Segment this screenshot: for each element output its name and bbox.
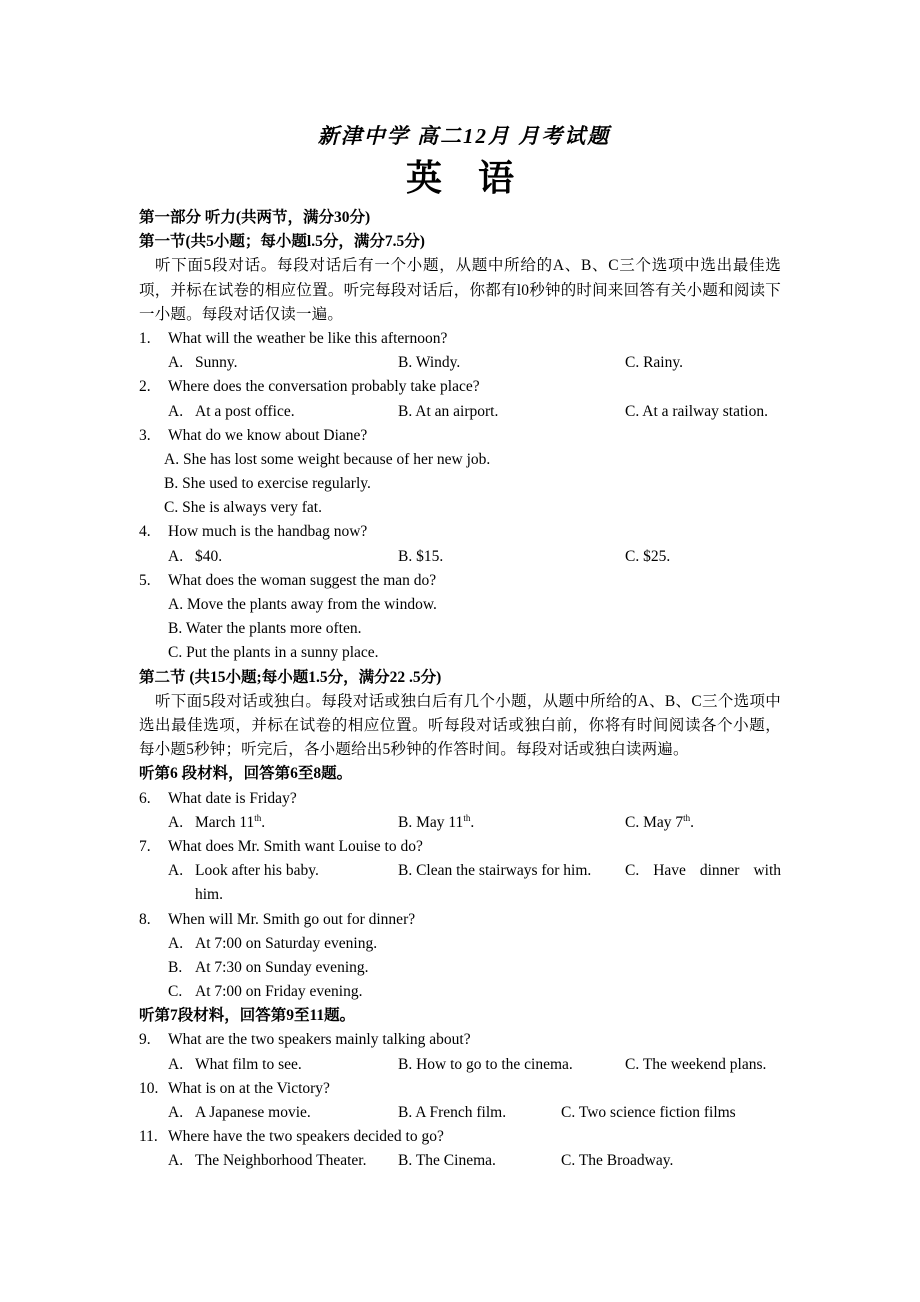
section2-title: 第二节 (共15小题;每小题1.5分，满分22 .5分) [139,668,442,686]
question-number: 8. [139,910,151,928]
question-number: 9. [139,1031,151,1049]
question-number: 4. [139,523,151,541]
question-number: 7. [139,837,151,855]
question-5 [139,569,781,593]
option-a[interactable]: A. Sunny. [168,354,238,372]
question-text: How much is the handbag now? [168,523,368,541]
option-a[interactable]: A. $40. [168,547,223,565]
option-b[interactable]: B. $15. [398,547,444,565]
material7-heading: 听第7段材料，回答第9至11题。 [139,1007,356,1025]
subject-char-2: 语 [478,158,515,198]
option-b[interactable]: B. The Cinema. [398,1152,496,1170]
option-a[interactable]: A. Look after his baby. [168,862,319,880]
question-number: 5. [139,571,151,589]
option-a[interactable]: A. She has lost some weight because of her new job. [164,450,491,468]
question-1 [139,327,781,351]
question-7-options [139,859,781,883]
option-c[interactable]: C. May 7th. [625,812,695,831]
question-number: 1. [139,329,151,347]
option-c[interactable]: C. Two science fiction films [561,1104,736,1122]
question-text: Where have the two speakers decided to go? [168,1128,444,1146]
option-b[interactable]: B. She used to exercise regularly. [164,475,371,493]
section1-title: 第一节(共5小题；每小题l.5分，满分7.5分) [139,233,425,251]
question-text: What is on at the Victory? [168,1079,330,1097]
question-text: What are the two speakers mainly talking about? [168,1031,471,1049]
question-text: What will the weather be like this afternoon? [168,329,448,347]
question-text: When will Mr. Smith go out for dinner? [168,910,416,928]
question-6-options [139,811,781,835]
option-a[interactable]: A. What film to see. [168,1055,302,1073]
question-2 [139,375,781,399]
question-number: 11. [139,1128,158,1146]
material6-heading: 听第6 段材料，回答第6至8题。 [139,765,353,783]
question-4 [139,520,781,544]
question-3 [139,424,781,448]
option-c[interactable]: C. Put the plants in a sunny place. [168,644,379,662]
option-b[interactable]: B. At 7:30 on Sunday evening. [168,958,369,976]
question-text: What do we know about Diane? [168,426,368,444]
option-b[interactable]: B. How to go to the cinema. [398,1055,573,1073]
question-number: 3. [139,426,151,444]
question-2-options [139,400,781,424]
exam-page [139,118,781,1174]
question-number: 10. [139,1079,159,1097]
option-b[interactable]: B. Windy. [398,354,461,372]
section1-instructions: 听下面5段对话。每段对话后有一个小题，从题中所给的A、B、C三个选项中选出最佳选项，并标在试卷的相应位置。听完每段对话后，你都有l0秒钟的时间来回答有关小题和阅读下一小题。每段对话仅读一遍。 [139,257,781,323]
option-a[interactable]: A. The Neighborhood Theater. [168,1152,367,1170]
option-c[interactable]: C. Have dinner with [625,862,781,880]
option-c[interactable]: C. At 7:00 on Friday evening. [168,983,363,1001]
option-c[interactable]: C. Rainy. [625,354,683,372]
question-text: What does Mr. Smith want Louise to do? [168,837,423,855]
question-1-options [139,351,781,375]
part1-title: 第一部分 听力(共两节，满分30分) [139,209,371,226]
question-number: 6. [139,789,151,807]
section2-instructions: 听下面5段对话或独白。每段对话或独白后有几个小题，从题中所给的A、B、C三个选项中选出最佳选项，并标在试卷的相应位置。听每段对话或独白前，你将有时间阅读各个小题，每小题5秒钟；听完后，各小题给出5秒钟的作答时间。每段对话或独白读两遍。 [139,692,781,759]
option-c[interactable]: C. The weekend plans. [625,1055,767,1073]
option-a[interactable]: A. March 11th. [168,812,266,831]
question-text: What date is Friday? [168,789,297,807]
question-9-options [139,1053,781,1077]
option-b[interactable]: B. At an airport. [398,402,499,420]
question-7 [139,835,781,859]
school-title: 新津中学 高二12月 月考试题 [317,124,611,148]
option-a[interactable]: A. At a post office. [168,402,295,420]
option-a[interactable]: A. A Japanese movie. [168,1104,311,1122]
option-c[interactable]: C. She is always very fat. [164,499,322,517]
question-4-options [139,545,781,569]
question-6 [139,787,781,811]
question-number: 2. [139,378,151,396]
question-11 [139,1125,781,1149]
option-b[interactable]: B. May 11th. [398,812,475,831]
question-text: What does the woman suggest the man do? [168,571,437,589]
question-10 [139,1077,781,1101]
subject-char-1: 英 [405,158,442,198]
option-c-wrap: him. [195,886,223,904]
subject-title [139,154,781,206]
question-11-options [139,1149,781,1173]
option-b[interactable]: B. Water the plants more often. [168,620,362,638]
option-c[interactable]: C. The Broadway. [561,1152,674,1170]
option-a[interactable]: A. Move the plants away from the window. [168,596,437,614]
question-9 [139,1028,781,1052]
option-a[interactable]: A. At 7:00 on Saturday evening. [168,934,378,952]
question-8 [139,908,781,932]
question-text: Where does the conversation probably take place? [168,378,480,396]
option-b[interactable]: B. A French film. [398,1104,507,1122]
option-c[interactable]: C. At a railway station. [625,402,768,420]
option-c[interactable]: C. $25. [625,547,671,565]
option-b[interactable]: B. Clean the stairways for him. [398,862,592,880]
question-10-options [139,1101,781,1125]
